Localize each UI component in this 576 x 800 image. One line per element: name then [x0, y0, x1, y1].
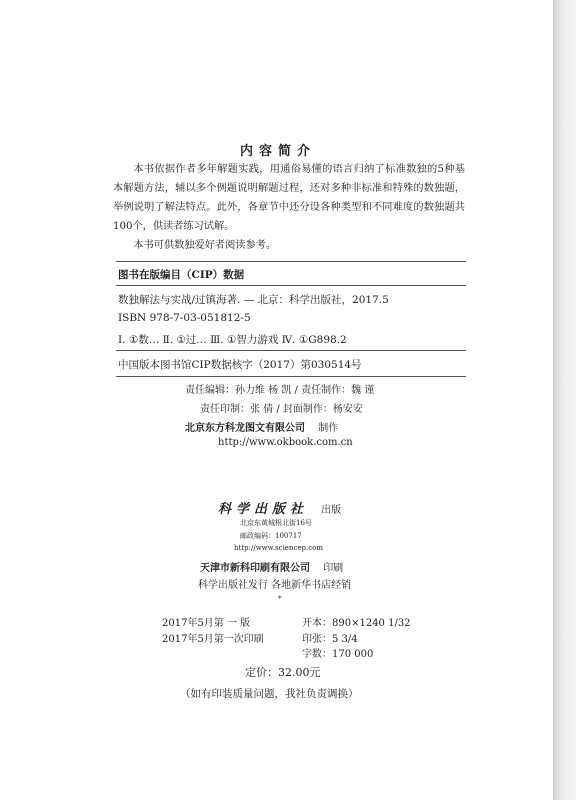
cip-line: ISBN 978-7-03-051812-5	[118, 312, 251, 324]
cip-heading: 图书在版编目（CIP）数据	[118, 269, 245, 281]
cip-line: 数独解法与实战/过镇海著. — 北京：科学出版社，2017.5	[118, 294, 389, 306]
publisher-logo: 科学出版社	[218, 502, 309, 517]
word-count: 字数：170 000	[302, 649, 374, 660]
producer-name: 北京东方科龙图文有限公司	[185, 423, 305, 434]
publisher-postcode: 邮政编码：100717	[240, 532, 302, 540]
quality-notice: （如有印装质量问题，我社负责调换）	[180, 688, 359, 700]
credit-editor: 责任编辑：孙力维 杨 凯 / 责任制作：魏 谨	[185, 385, 375, 396]
abstract-paragraph: 本书可供数独爱好者阅读参考。	[133, 240, 277, 251]
credit-producer	[185, 419, 338, 434]
abstract-paragraph: 本书依据作者多年解题实践，用通俗易懂的语言归纳了标准数独的5种基本解题方法，辅以多个例题说明解题过程，还对多种非标准和特殊的数独题，举例说明了解法特点。此外，各章节中还分设各种类型和不同难度的数独题共100个，供读者练习试解。	[113, 164, 465, 232]
separator-star: *	[278, 595, 282, 603]
page-edge	[553, 0, 576, 800]
price: 定价：32.00元	[245, 666, 321, 679]
printer-name: 天津市新科印刷有限公司	[200, 563, 310, 574]
cip-number: 中国版本图书馆CIP数据核字（2017）第030514号	[118, 359, 362, 371]
abstract-title: 内容简介	[239, 144, 316, 159]
divider	[116, 261, 466, 262]
cip-line: Ⅰ. ①数… Ⅱ. ①过… Ⅲ. ①智力游戏 Ⅳ. ①G898.2	[118, 334, 347, 346]
edition: 2017年5月第 一 版	[162, 618, 251, 629]
producer-suffix: 制作	[318, 423, 339, 434]
credit-printing: 责任印制：张 倩 / 封面制作：杨安安	[200, 404, 363, 415]
divider	[116, 350, 466, 351]
abstract-body	[113, 160, 465, 255]
format: 开本：890×1240 1/32	[302, 618, 411, 629]
publisher-address: 北京东黄城根北街16号	[240, 519, 312, 527]
distribution-line: 科学出版社发行 各地新华书店经销	[198, 580, 352, 591]
printer-suffix: 印刷	[323, 563, 344, 574]
divider	[116, 285, 466, 286]
printing-date: 2017年5月第一次印刷	[162, 634, 264, 645]
sheets: 印张：5 3/4	[302, 634, 358, 645]
divider	[116, 376, 466, 377]
publisher-line	[218, 498, 341, 517]
publisher-url: http://www.sciencep.com	[234, 544, 324, 552]
printer-line	[200, 559, 343, 574]
publisher-suffix: 出版	[321, 505, 342, 516]
credit-website: http://www.okbook.com.cn	[218, 437, 353, 448]
